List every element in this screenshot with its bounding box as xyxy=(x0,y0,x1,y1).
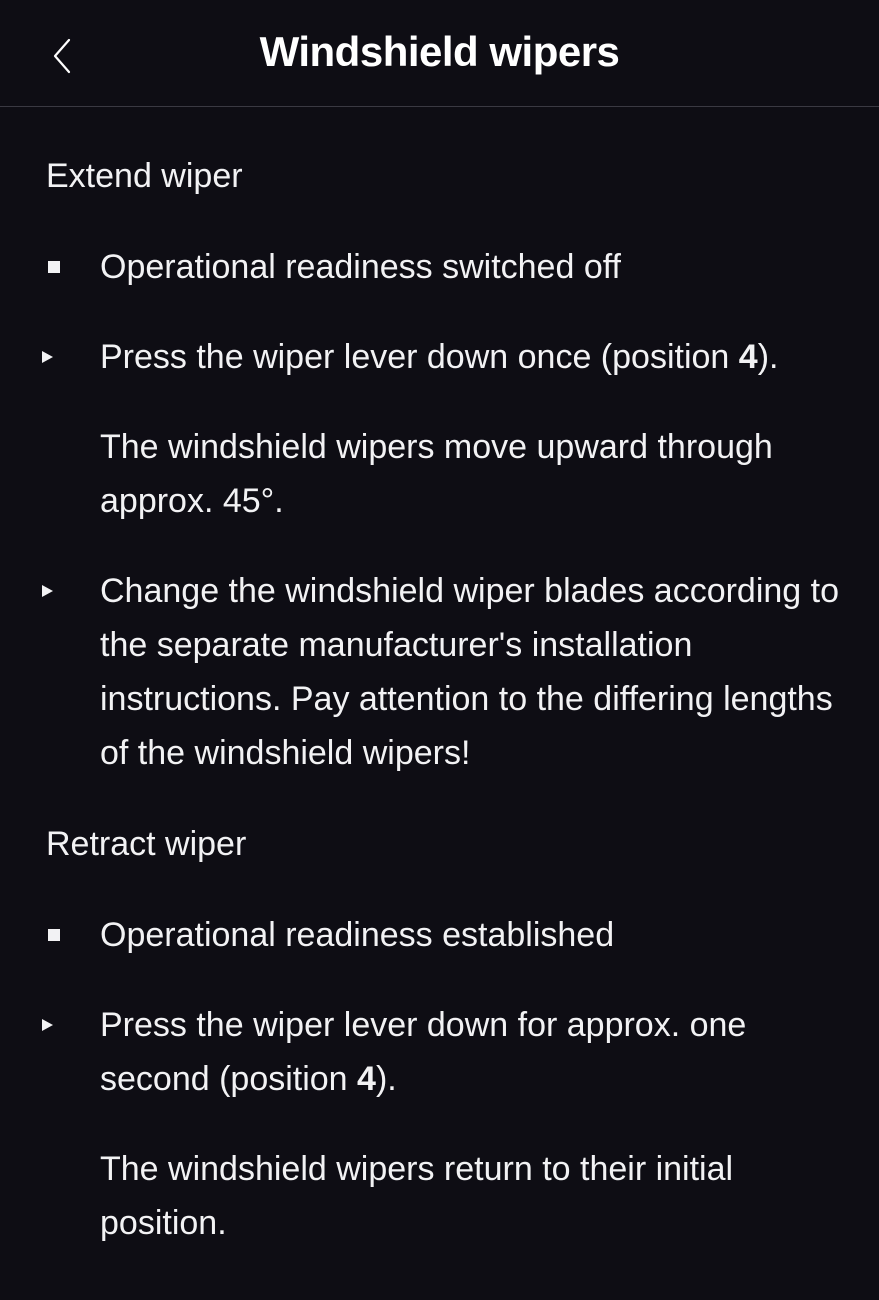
square-bullet-icon xyxy=(42,240,66,294)
step-item xyxy=(100,330,845,384)
condition-text: Operational readiness established xyxy=(100,916,615,954)
square-bullet-icon xyxy=(42,908,66,962)
step-item xyxy=(100,998,750,1106)
triangle-bullet-icon xyxy=(42,330,66,384)
result-item xyxy=(100,420,800,528)
section-heading-retract-wiper: Retract wiper xyxy=(46,825,247,863)
result-item xyxy=(100,1142,780,1250)
condition-item xyxy=(100,908,845,962)
page-title: Windshield wipers xyxy=(259,28,620,75)
step-item xyxy=(100,564,850,780)
step-text-end: ). xyxy=(375,1060,397,1098)
step-text: Change the windshield wiper blades according to the separate manufacturer's installation instructions. Pay attention to the differing lengths of the windshield wipers! xyxy=(100,572,840,772)
position-number: 4 xyxy=(738,338,758,376)
result-text: The windshield wipers move upward through approx. 45°. xyxy=(100,428,773,520)
result-text: The windshield wipers return to their initial position. xyxy=(100,1150,734,1242)
step-text: Press the wiper lever down for approx. one second (position xyxy=(100,1006,747,1098)
triangle-bullet-icon xyxy=(42,998,66,1052)
condition-text: Operational readiness switched off xyxy=(100,248,622,286)
header-bar xyxy=(0,0,879,107)
condition-item xyxy=(100,240,845,294)
step-text: Press the wiper lever down once (position xyxy=(100,338,739,376)
triangle-bullet-icon xyxy=(42,564,66,618)
section-heading-extend-wiper: Extend wiper xyxy=(46,157,243,195)
position-number: 4 xyxy=(357,1060,376,1098)
step-text-end: ). xyxy=(757,338,779,376)
